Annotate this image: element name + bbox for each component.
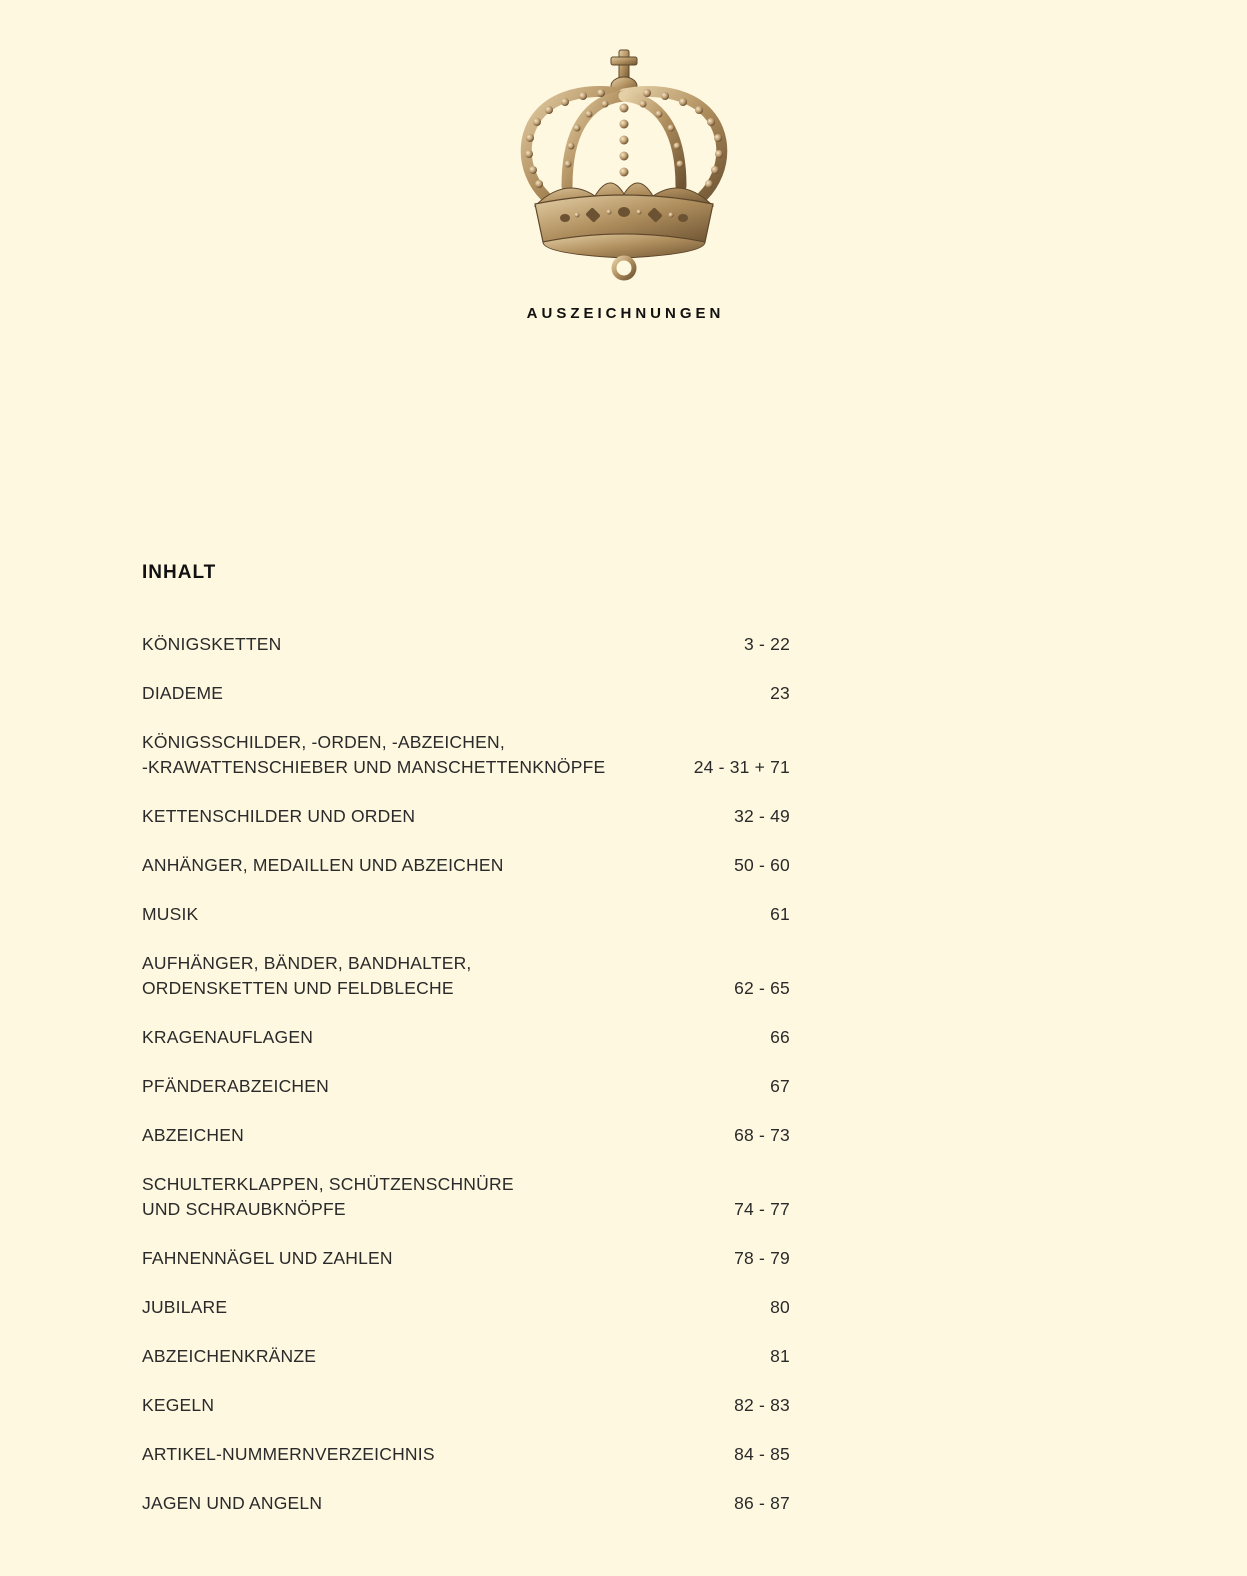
toc-entry-title: KETTENSCHILDER UND ORDEN	[142, 806, 416, 826]
toc-entry-pages: 84 - 85	[734, 1444, 790, 1464]
toc-entry[interactable]	[142, 730, 790, 780]
toc-entry-title: ABZEICHEN	[142, 1125, 244, 1145]
toc-entry[interactable]	[142, 1491, 790, 1516]
toc-entry[interactable]	[142, 1393, 790, 1418]
toc-entry-pages: 74 - 77	[734, 1199, 790, 1219]
toc-entry-pages: 61	[770, 904, 790, 924]
toc-entry-pages: 50 - 60	[734, 855, 790, 875]
toc-entry[interactable]	[142, 1025, 790, 1050]
toc-entry-title: JUBILARE	[142, 1297, 228, 1317]
toc-entry-title: KRAGENAUFLAGEN	[142, 1027, 314, 1047]
toc-entry-title: AUFHÄNGER, BÄNDER, BANDHALTER, ORDENSKETTEN UND FELDBLECHE	[142, 953, 472, 998]
toc-heading: INHALT	[142, 562, 217, 583]
toc-entry-pages: 78 - 79	[734, 1248, 790, 1268]
toc-entry-title: MUSIK	[142, 904, 199, 924]
toc-entry[interactable]	[142, 951, 790, 1001]
toc-entry[interactable]	[142, 1123, 790, 1148]
toc-entry[interactable]	[142, 1172, 790, 1222]
toc-entry-pages: 86 - 87	[734, 1493, 790, 1513]
toc-entry-title: ARTIKEL-NUMMERNVERZEICHNIS	[142, 1444, 435, 1464]
toc-entry-title: KEGELN	[142, 1395, 215, 1415]
toc-entry-title: KÖNIGSKETTEN	[142, 634, 282, 654]
toc-entry-pages: 81	[770, 1346, 790, 1366]
toc-entry-title: ANHÄNGER, MEDAILLEN UND ABZEICHEN	[142, 855, 504, 875]
toc-entry[interactable]	[142, 902, 790, 927]
toc-entry[interactable]	[142, 632, 790, 657]
toc-entry-pages: 32 - 49	[734, 806, 790, 826]
toc-entry[interactable]	[142, 1295, 790, 1320]
toc-list	[142, 632, 790, 1516]
toc-entry-pages: 67	[770, 1076, 790, 1096]
toc-entry[interactable]	[142, 853, 790, 878]
toc-entry[interactable]	[142, 1074, 790, 1099]
toc-entry-pages: 24 - 31 + 71	[693, 757, 790, 777]
toc-entry-title: KÖNIGSSCHILDER, -ORDEN, -ABZEICHEN, -KRAWATTENSCHIEBER UND MANSCHETTENKNÖPFE	[142, 732, 606, 777]
toc-entry[interactable]	[142, 804, 790, 829]
toc-entry-pages: 23	[770, 683, 790, 703]
toc-entry-pages: 66	[770, 1027, 790, 1047]
toc-entry[interactable]	[142, 1344, 790, 1369]
toc-entry-title: JAGEN UND ANGELN	[142, 1493, 323, 1513]
toc-entry-pages: 68 - 73	[734, 1125, 790, 1145]
toc-entry-pages: 80	[770, 1297, 790, 1317]
toc-entry[interactable]	[142, 1246, 790, 1271]
toc-entry[interactable]	[142, 1442, 790, 1467]
toc-entry[interactable]	[142, 681, 790, 706]
toc-entry-title: ABZEICHENKRÄNZE	[142, 1346, 317, 1366]
brand-title: AUSZEICHNUNGEN	[526, 305, 725, 322]
crown-illustration	[505, 46, 745, 286]
toc-entry-pages: 82 - 83	[734, 1395, 790, 1415]
toc-entry-title: PFÄNDERABZEICHEN	[142, 1076, 329, 1096]
toc-entry-pages: 3 - 22	[744, 634, 790, 654]
toc-entry-title: SCHULTERKLAPPEN, SCHÜTZENSCHNÜRE UND SCHRAUBKNÖPFE	[142, 1174, 514, 1219]
toc-entry-title: FAHNENNÄGEL UND ZAHLEN	[142, 1248, 393, 1268]
crown-icon	[505, 46, 745, 286]
toc-entry-pages: 62 - 65	[734, 978, 790, 998]
toc-entry-title: DIADEME	[142, 683, 224, 703]
